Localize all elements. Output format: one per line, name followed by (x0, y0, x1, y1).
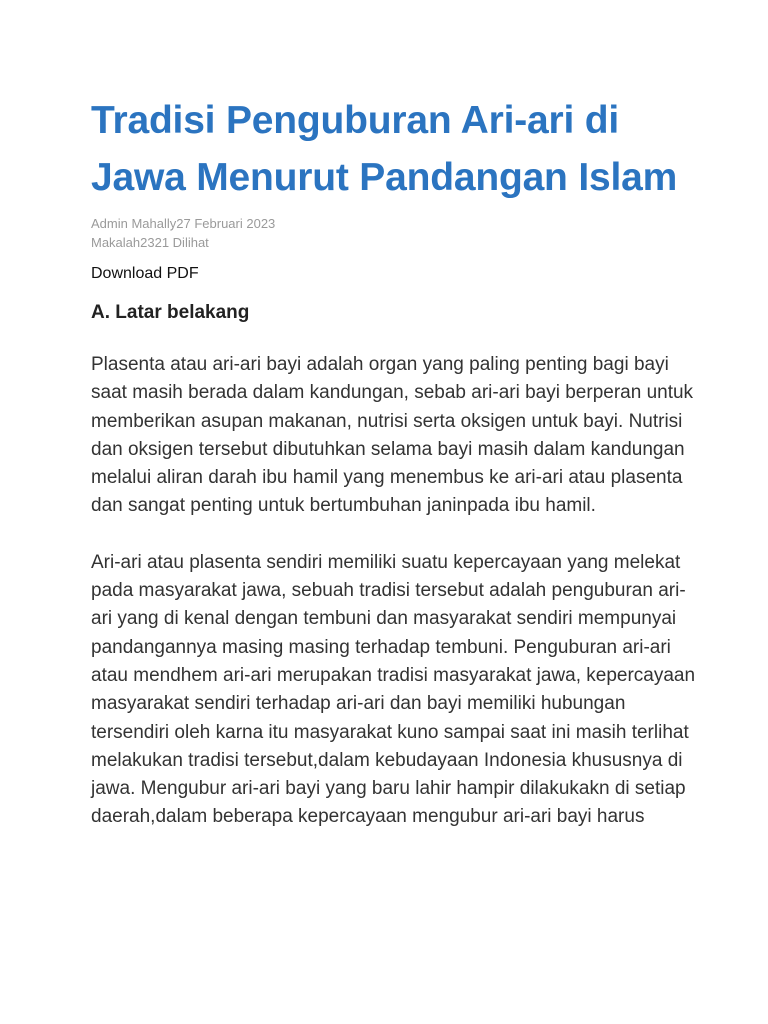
meta-category[interactable]: Makalah (91, 235, 141, 250)
meta-author[interactable]: Admin Mahally (91, 216, 177, 231)
meta-views: 2321 Dilihat (140, 235, 209, 250)
meta-author-date (91, 214, 698, 233)
article-title[interactable]: Tradisi Penguburan Ari-ari di Jawa Menurut Pandangan Islam (91, 99, 678, 199)
article-paragraph-2: Ari-ari atau plasenta sendiri memiliki suatu kepercayaan yang melekat pada masyarakat jawa, sebuah tradisi tersebut adalah penguburan ari-ari yang di kenal dengan tembuni dan masyarakat sendiri mempunyai pandangannya masing masing terhadap tembuni. Penguburan ari-ari atau mendhem ari-ari merupakan tradisi masyarakat jawa, kepercayaan masyarakat sendiri terhadap ari-ari dan bayi memiliki hubungan tersendiri oleh karna itu masyarakat kuno sampai saat ini masih terlihat melakukan tradisi tersebut,dalam kebudayaan Indonesia khususnya di jawa. Mengubur ari-ari bayi yang baru lahir hampir dilakukakn di setiap daerah,dalam beberapa kepercayaan mengubur ari-ari bayi harus (91, 551, 696, 828)
meta-date: 27 Februari 2023 (176, 216, 276, 231)
download-pdf-link[interactable]: Download PDF (91, 265, 199, 282)
article-paragraph-1: Plasenta atau ari-ari bayi adalah organ yang paling penting bagi bayi saat masih berada dalam kandungan, sebab ari-ari bayi berperan untuk memberikan asupan makanan, nutrisi serta oksigen untuk bayi. Nutrisi dan oksigen tersebut dibutuhkan selama bayi masih dalam kandungan melalui aliran darah ibu hamil yang menembus ke ari-ari atau plasenta dan sangat penting untuk bertumbuhan janinpada ibu hamil. (91, 354, 694, 517)
article-meta (91, 214, 698, 252)
meta-category-views (91, 233, 698, 252)
section-heading: A. Latar belakang (91, 302, 250, 323)
